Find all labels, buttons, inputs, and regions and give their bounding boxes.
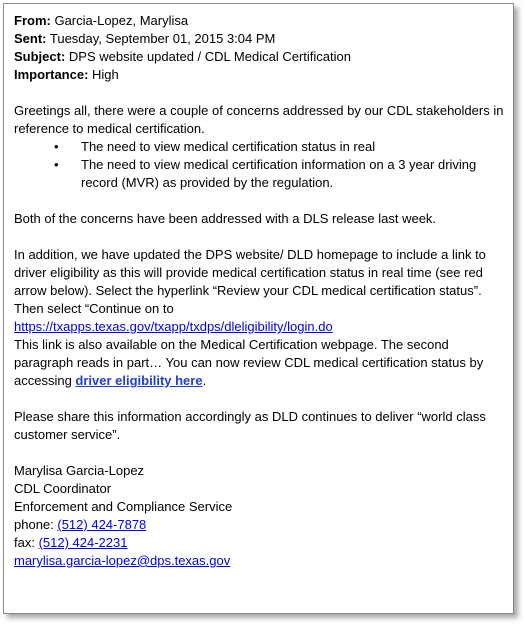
addition-paragraph xyxy=(14,246,507,390)
from-line xyxy=(14,12,507,30)
subject-line xyxy=(14,48,507,66)
greeting-paragraph: Greetings all, there were a couple of concerns addressed by our CDL stakeholders in reference to medical certification. xyxy=(14,103,504,136)
signature-department: Enforcement and Compliance Service xyxy=(14,499,233,514)
fax-line xyxy=(14,534,507,552)
bullet-text: The need to view medical certification information on a 3 year driving record (MVR) as provided by the regulation. xyxy=(81,157,477,190)
email-header xyxy=(14,12,507,84)
importance-line xyxy=(14,66,507,84)
fax-label: fax: xyxy=(14,535,39,550)
signature-block xyxy=(14,462,507,570)
list-item xyxy=(14,138,507,156)
share-paragraph: Please share this information accordingly as DLD continues to deliver “world class customer service”. xyxy=(14,409,486,442)
importance-value: High xyxy=(92,67,119,82)
from-value: Garcia-Lopez, Marylisa xyxy=(54,13,189,28)
sent-line xyxy=(14,30,507,48)
phone-label: phone: xyxy=(14,517,58,532)
also-available-text: This link is also available on the Medical Certification webpage. The second paragraph reads in part… You can now review CDL medical certification status by accessing xyxy=(14,337,484,388)
driver-eligibility-link[interactable]: driver eligibility here xyxy=(75,373,203,388)
from-label: From: xyxy=(14,13,51,28)
bullet-icon: • xyxy=(54,139,59,154)
addition-text: In addition, we have updated the DPS website/ DLD homepage to include a link to driver eligibility as this will provide medical certification status in real time (see red arrow below). Select the hyperlink “Review your CDL medical certification status”. Then select “Continue on to xyxy=(14,247,486,316)
list-item xyxy=(14,156,507,192)
fax-link[interactable]: (512) 424-2231 xyxy=(38,535,128,550)
period: . xyxy=(202,373,207,388)
email-content xyxy=(14,12,507,570)
concerns-addressed-paragraph: Both of the concerns have been addressed with a DLS release last week. xyxy=(14,211,437,226)
importance-label: Importance: xyxy=(14,67,89,82)
phone-line xyxy=(14,516,507,534)
sent-value: Tuesday, September 01, 2015 3:04 PM xyxy=(49,31,276,46)
sent-label: Sent: xyxy=(14,31,47,46)
subject-value: DPS website updated / CDL Medical Certification xyxy=(68,49,351,64)
subject-label: Subject: xyxy=(14,49,66,64)
login-link[interactable]: https://txapps.texas.gov/txapp/txdps/dleligibility/login.do xyxy=(14,319,333,334)
concerns-list xyxy=(14,138,507,192)
bullet-icon: • xyxy=(54,157,59,172)
phone-link[interactable]: (512) 424-7878 xyxy=(57,517,147,532)
email-line xyxy=(14,552,507,570)
email-link[interactable]: marylisa.garcia-lopez@dps.texas.gov xyxy=(14,553,231,568)
signature-name: Marylisa Garcia-Lopez xyxy=(14,463,145,478)
email-frame xyxy=(3,3,514,614)
bullet-text: The need to view medical certification status in real xyxy=(81,139,376,154)
signature-title: CDL Coordinator xyxy=(14,481,112,496)
